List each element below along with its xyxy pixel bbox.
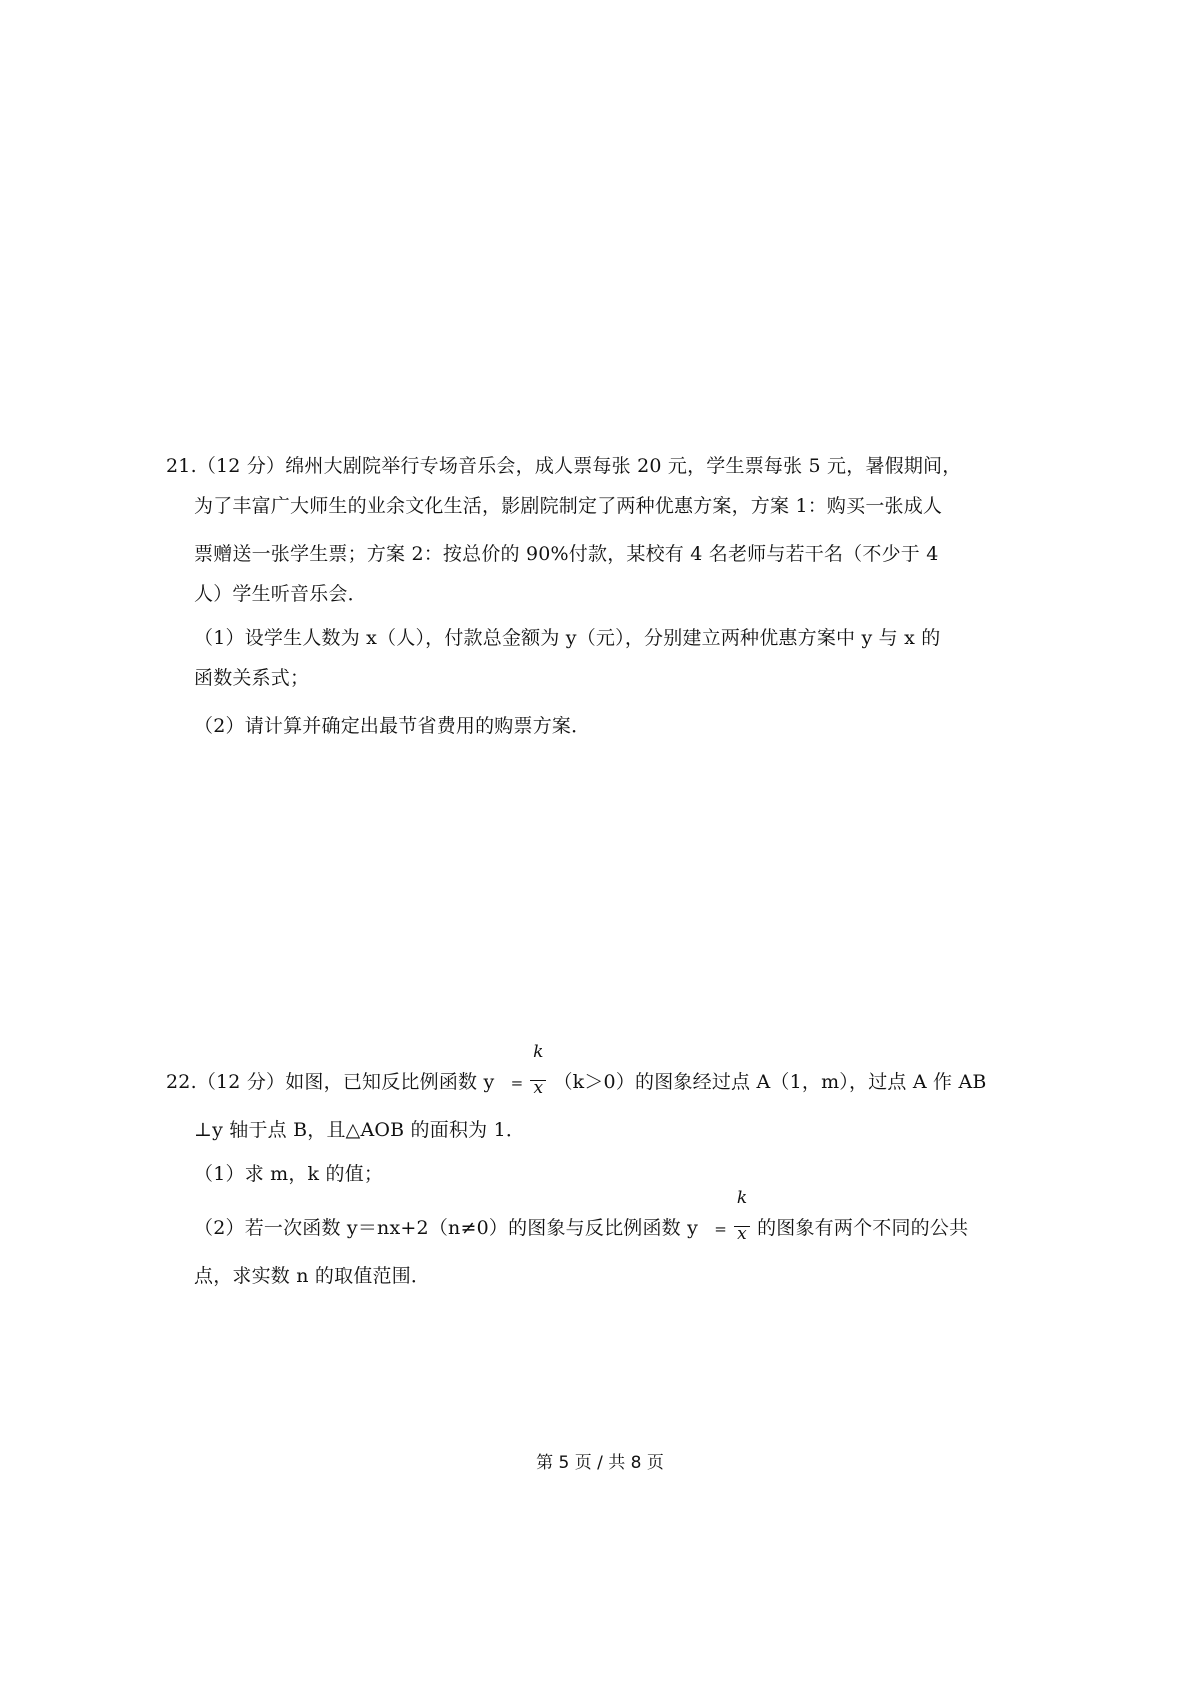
q22-part-1: （1）求 m，k 的值； xyxy=(194,1163,384,1185)
q22-part-2-fraction xyxy=(731,1188,753,1244)
page-number-footer: 第 5 页 / 共 8 页 xyxy=(536,1453,664,1473)
q22-part-2-equals-sign: = xyxy=(714,1220,728,1238)
q22-fraction-denominator: x xyxy=(533,1078,544,1098)
q21-line-1: 21.（12 分）绵州大剧院举行专场音乐会，成人票每张 20 元，学生票每张 5 元，暑假期间， xyxy=(166,455,962,477)
q21-part-1-line-2: 函数关系式； xyxy=(194,667,310,689)
q22-line-1-text-a: 22.（12 分）如图，已知反比例函数 y xyxy=(166,1071,501,1093)
q22-part-2-fraction-denominator: x xyxy=(737,1224,747,1244)
q22-part-2-text-b: 的图象有两个不同的公共 xyxy=(757,1217,969,1239)
q22-line-2: ⊥y 轴于点 B，且△AOB 的面积为 1． xyxy=(194,1119,526,1141)
q21-part-2: （2）请计算并确定出最节省费用的购票方案． xyxy=(194,715,591,737)
q21-part-1-line-1: （1）设学生人数为 x（人），付款总金额为 y（元），分别建立两种优惠方案中 y 与 x 的 xyxy=(194,627,941,649)
q22-fraction-numerator: k xyxy=(533,1042,544,1062)
q22-fraction xyxy=(527,1042,549,1098)
q21-line-4: 人）学生听音乐会． xyxy=(194,583,367,605)
q22-part-2-line-1 xyxy=(194,1188,969,1244)
q21-line-3: 票赠送一张学生票；方案 2：按总价的 90%付款，某校有 4 名老师与若干名（不少于 4 xyxy=(194,543,939,565)
q22-line-1 xyxy=(166,1042,987,1098)
q22-line-1-text-b: （k＞0）的图象经过点 A（1，m），过点 A 作 AB xyxy=(553,1071,987,1093)
q21-line-2: 为了丰富广大师生的业余文化生活，影剧院制定了两种优惠方案，方案 1：购买一张成人 xyxy=(194,495,943,517)
q22-part-2-text-a: （2）若一次函数 y＝nx+2（n≠0）的图象与反比例函数 y xyxy=(194,1217,705,1239)
q22-part-2-fraction-numerator: k xyxy=(736,1188,748,1208)
q22-part-2-line-2: 点，求实数 n 的取值范围． xyxy=(194,1265,431,1287)
q22-equals-sign: = xyxy=(510,1074,524,1092)
